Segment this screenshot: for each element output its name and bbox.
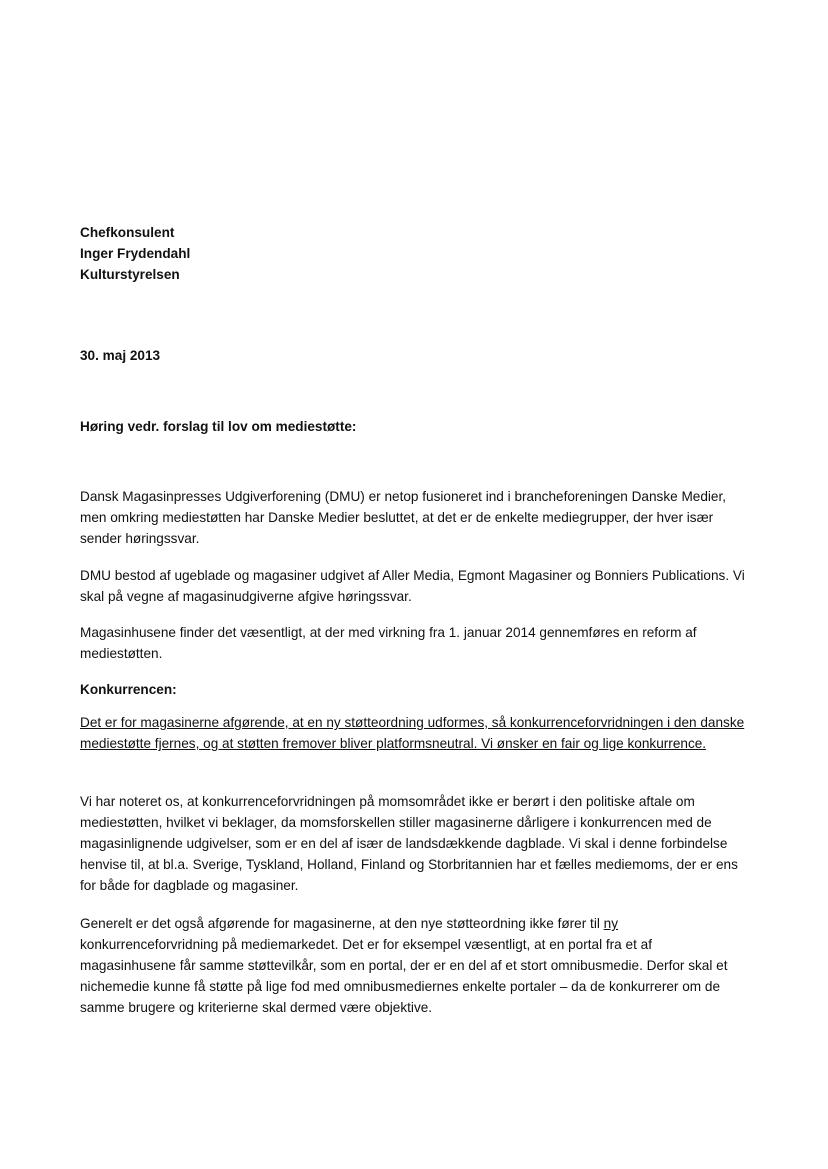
paragraph-general	[80, 913, 748, 1018]
paragraph-reform: Magasinhusene finder det væsentligt, at der med virkning fra 1. januar 2014 gennemføres en reform af mediestøtten.	[80, 625, 697, 661]
letter-subject: Høring vedr. forslag til lov om mediestøtte:	[80, 419, 357, 434]
recipient-organization: Kulturstyrelsen	[80, 267, 180, 282]
recipient-title: Chefkonsulent	[80, 225, 175, 240]
paragraph-intro: Dansk Magasinpresses Udgiverforening (DMU) er netop fusioneret ind i brancheforeningen Danske Medier, men omkring mediestøtten har Danske Medier besluttet, at det er de enkelte mediegrupper, der hver især sender høringssvar.	[80, 489, 727, 546]
paragraph-general-end: konkurrenceforvridning på mediemarkedet. Det er for eksempel væsentligt, at en portal fra et af magasinhusene får samme støttevilkår, som en portal, der er en del af et stort omnibusmedie. Derfor skal et nichemedie kunne få støtte på lige fod med omnibusmediernes enkelte portaler – da de konkurrerer om de samme brugere og kriterierne skal dermed være objektive.	[80, 937, 728, 1015]
recipient-address	[80, 222, 748, 285]
section-heading-competition: Konkurrencen:	[80, 682, 177, 697]
paragraph-general-underlined: ny	[603, 916, 618, 931]
paragraph-dmu: DMU bestod af ugeblade og magasiner udgivet af Aller Media, Egmont Magasiner og Bonniers Publications. Vi skal på vegne af magasinudgiverne afgive høringssvar.	[80, 568, 745, 604]
letter-date: 30. maj 2013	[80, 348, 161, 363]
recipient-name: Inger Frydendahl	[80, 246, 191, 261]
paragraph-vat: Vi har noteret os, at konkurrenceforvridningen på momsområdet ikke er berørt i den politiske aftale om mediestøtten, hvilket vi beklager, da momsforskellen stiller magasinerne dårligere i konkurrencen med de magasinlignende udgivelser, som er en del af især de landsdækkende dagblade. Vi skal i denne forbindelse henvise til, at bl.a. Sverige, Tyskland, Holland, Finland og Storbritannien har et fælles mediemoms, der er ens for både for dagblade og magasiner.	[80, 794, 738, 893]
paragraph-competition-key: Det er for magasinerne afgørende, at en ny støtteordning udformes, så konkurrenceforvridningen i den danske mediestøtte fjernes, og at støtten fremover bliver platformsneutral. Vi ønsker en fair og lige konkurrence.	[80, 715, 745, 751]
paragraph-general-start: Generelt er det også afgørende for magasinerne, at den nye støtteordning ikke fører til	[80, 916, 604, 931]
